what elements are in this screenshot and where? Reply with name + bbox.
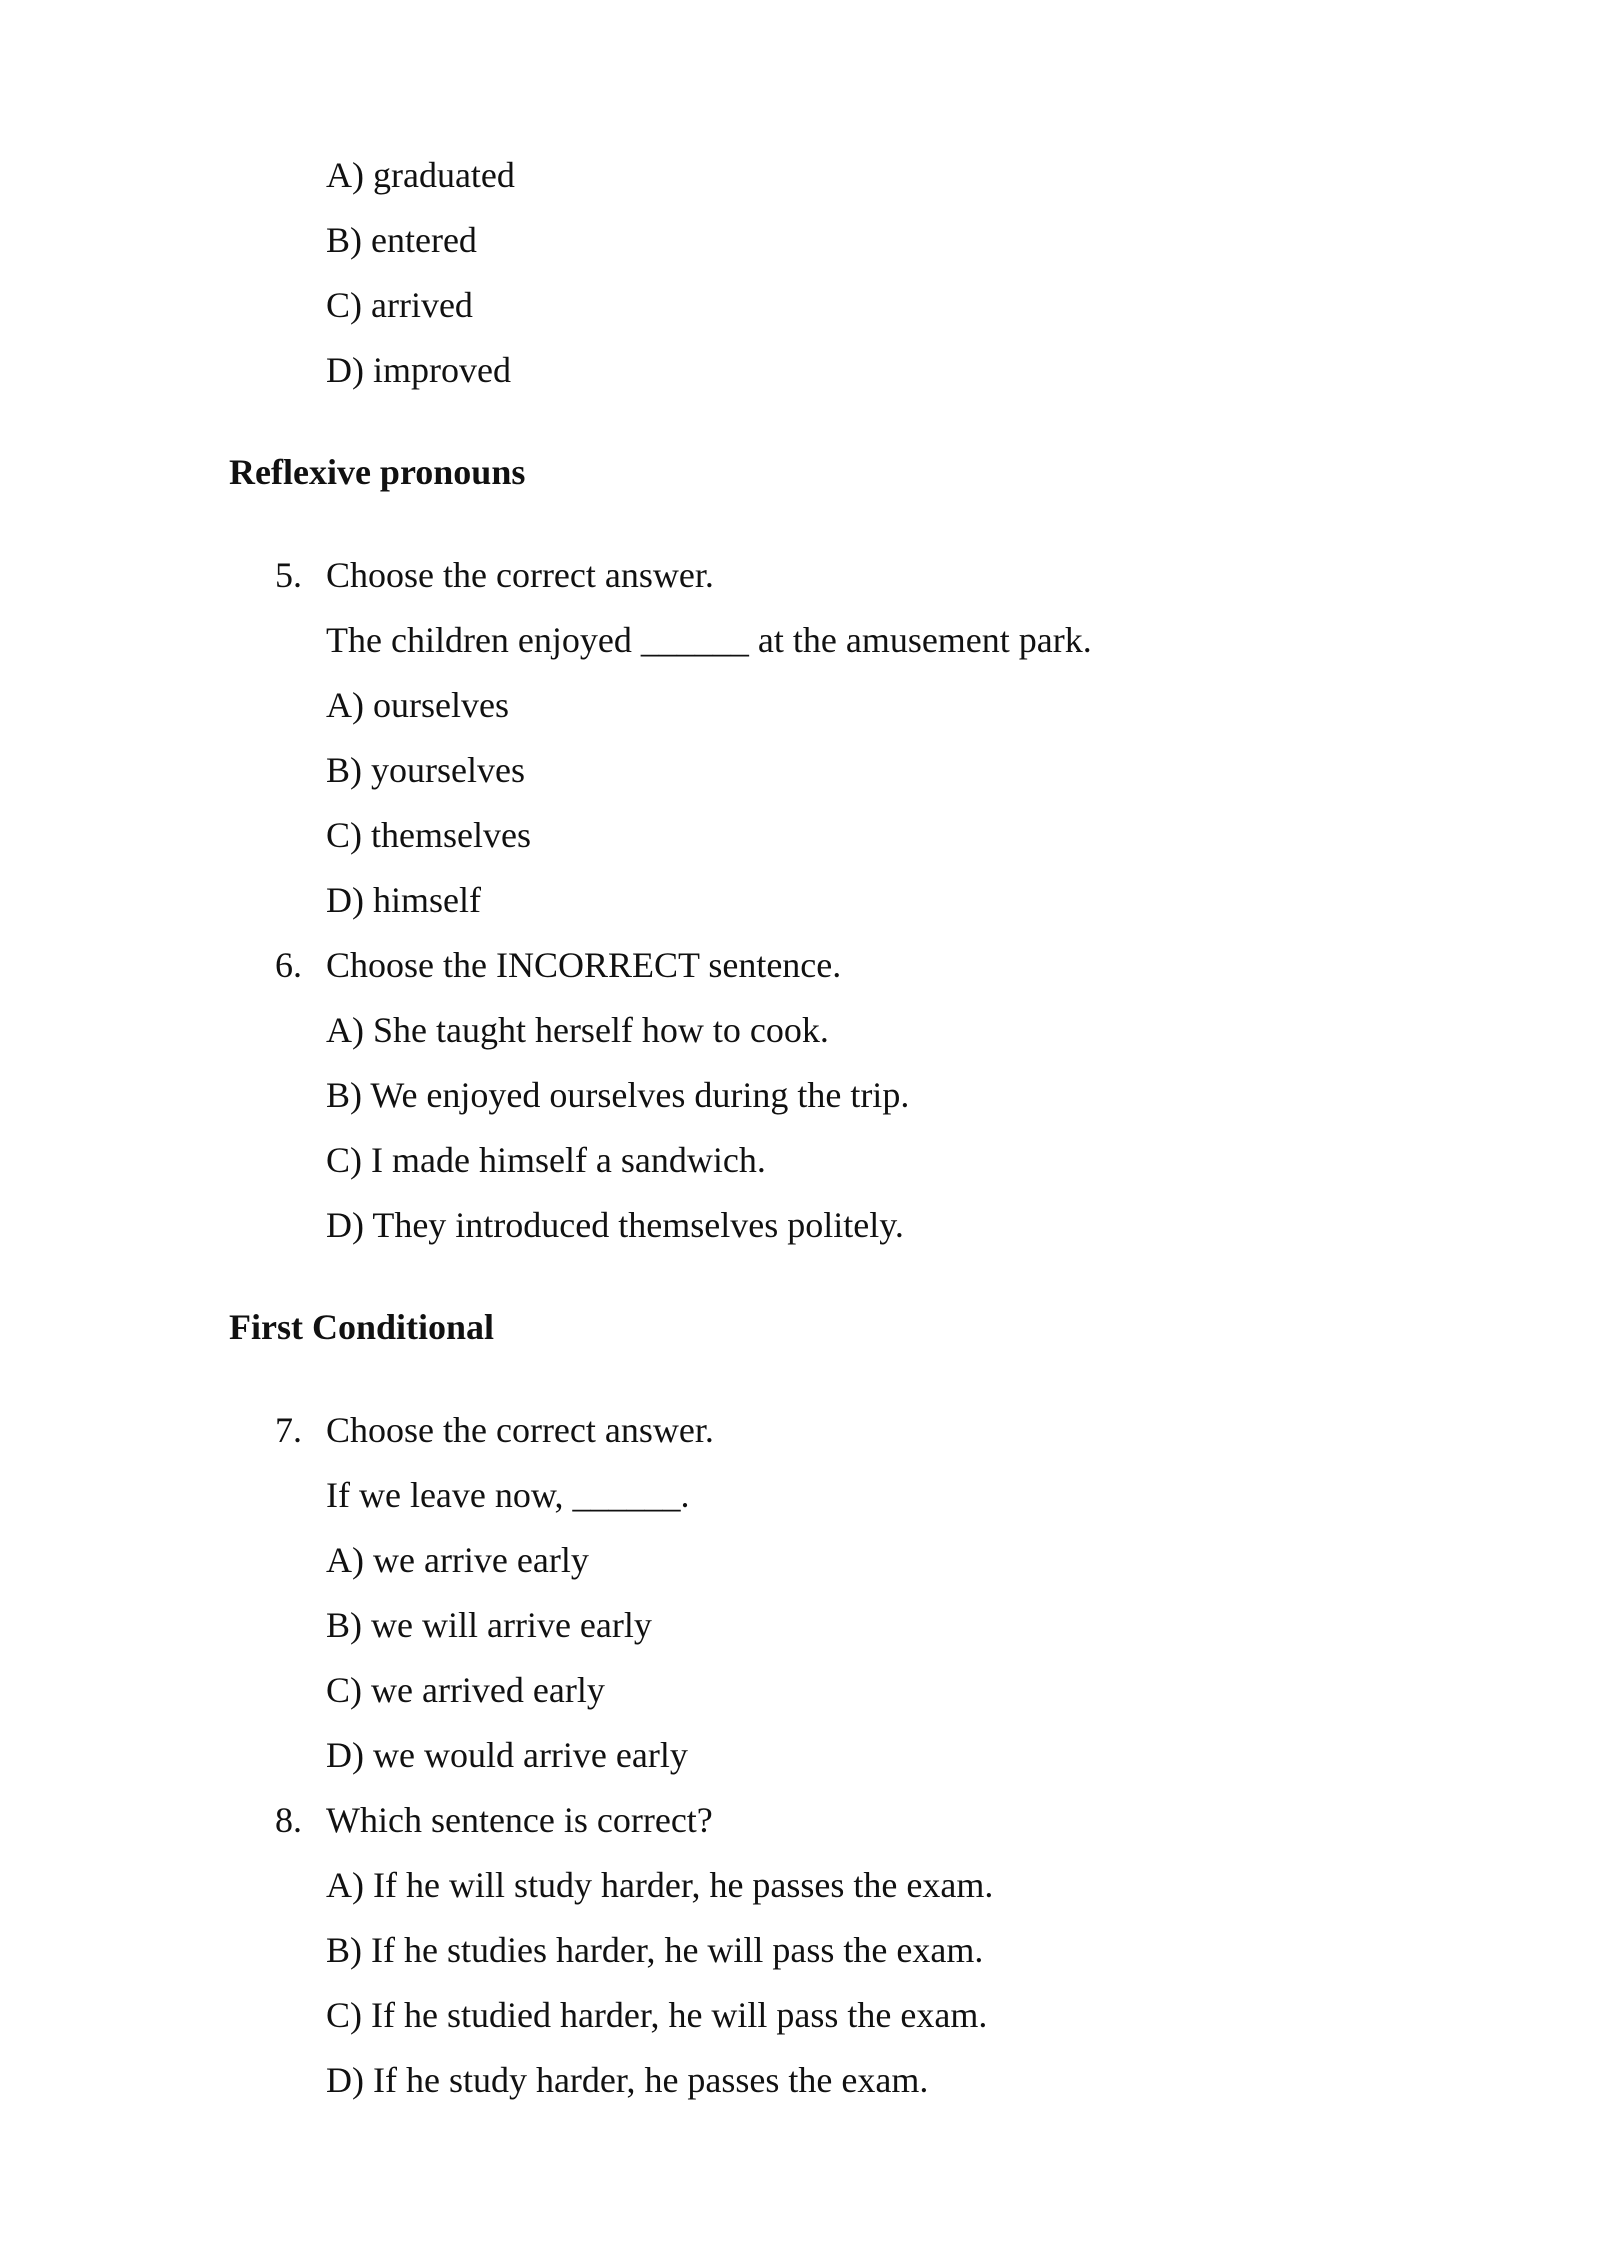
option-d: D) They introduced themselves politely. <box>326 1205 904 1245</box>
option-b: B) We enjoyed ourselves during the trip. <box>326 1075 910 1115</box>
question-number: 8. <box>275 1800 302 1840</box>
option-b: B) If he studies harder, he will pass the exam. <box>326 1930 984 1970</box>
option-d: D) we would arrive early <box>326 1735 688 1775</box>
option-a: A) we arrive early <box>326 1540 589 1580</box>
question-prompt: Which sentence is correct? <box>326 1800 713 1840</box>
option-b: B) we will arrive early <box>326 1605 652 1645</box>
question-number: 6. <box>275 945 302 985</box>
option-b: B) entered <box>326 220 477 260</box>
option-a: A) ourselves <box>326 685 509 725</box>
option-d: D) If he study harder, he passes the exam. <box>326 2060 929 2100</box>
question-prompt: Choose the correct answer. <box>326 1410 714 1450</box>
option-b: B) yourselves <box>326 750 525 790</box>
option-a: A) If he will study harder, he passes the exam. <box>326 1865 994 1905</box>
option-c: C) If he studied harder, he will pass the exam. <box>326 1995 988 2035</box>
option-d: D) improved <box>326 350 511 390</box>
section-heading: First Conditional <box>229 1307 495 1347</box>
option-d: D) himself <box>326 880 481 920</box>
question-stem: The children enjoyed ______ at the amusement park. <box>326 620 1092 660</box>
option-c: C) themselves <box>326 815 531 855</box>
question-number: 7. <box>275 1410 302 1450</box>
option-c: C) arrived <box>326 285 473 325</box>
question-prompt: Choose the INCORRECT sentence. <box>326 945 842 985</box>
option-c: C) we arrived early <box>326 1670 605 1710</box>
question-stem: If we leave now, ______. <box>326 1475 690 1515</box>
option-a: A) She taught herself how to cook. <box>326 1010 829 1050</box>
section-heading: Reflexive pronouns <box>229 452 526 492</box>
option-a: A) graduated <box>326 155 515 195</box>
option-c: C) I made himself a sandwich. <box>326 1140 766 1180</box>
question-number: 5. <box>275 555 302 595</box>
question-prompt: Choose the correct answer. <box>326 555 714 595</box>
